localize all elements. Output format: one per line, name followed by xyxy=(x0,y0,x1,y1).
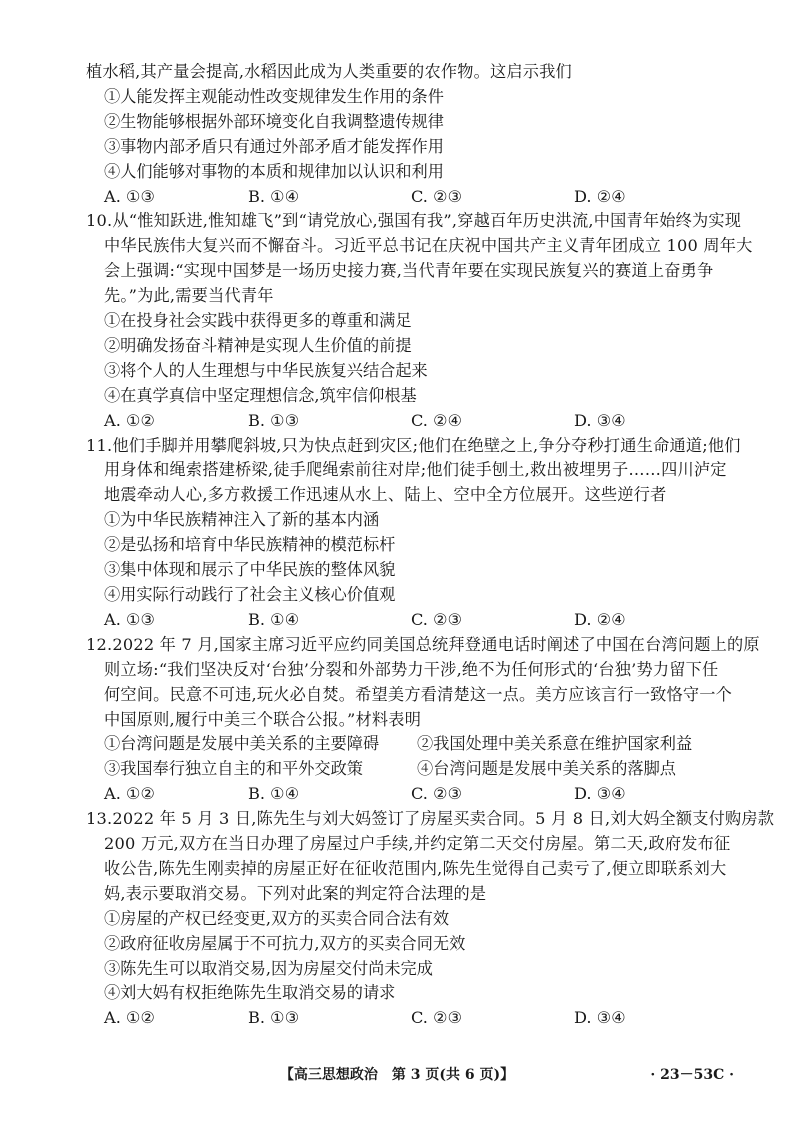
choice-a: A. ①② xyxy=(104,1008,156,1028)
question-12-option-2: ②我国处理中美关系意在维护国家利益 xyxy=(417,734,693,754)
question-13-option-4: ④刘大妈有权拒绝陈先生取消交易的请求 xyxy=(104,983,396,1003)
choice-b: B. ①④ xyxy=(248,609,300,629)
question-13-stem-line: 收公告,陈先生刚卖掉的房屋正好在征收范围内,陈先生觉得自己卖亏了,便立即联系刘大 xyxy=(104,858,727,878)
question-12-option-3: ③我国奉行独立自主的和平外交政策 xyxy=(104,759,363,779)
question-9-choices xyxy=(86,185,736,210)
question-13-stem-line: 妈,表示要取消交易。下列对此案的判定符合法理的是 xyxy=(104,883,487,903)
choice-b: B. ①③ xyxy=(248,410,300,430)
question-11-stem-line: 地震牵动人心,多方救援工作迅速从水上、陆上、空中全方位展开。这些逆行者 xyxy=(104,485,667,505)
question-11-option-1: ①为中华民族精神注入了新的基本内涵 xyxy=(104,510,380,530)
choice-c: C. ②④ xyxy=(411,410,463,430)
question-12-stem-line: 则立场:“我们坚决反对‘台独’分裂和外部势力干涉,绝不为任何形式的‘台独’势力留下任 xyxy=(104,659,719,679)
choice-c: C. ②③ xyxy=(411,186,463,206)
question-10-choices xyxy=(86,409,736,434)
question-10-option-4: ④在真学真信中坚定理想信念,筑牢信仰根基 xyxy=(104,385,417,405)
question-12-option-4: ④台湾问题是发展中美关系的落脚点 xyxy=(417,759,676,779)
footer-page-info: 【高三思想政治 第 3 页(共 6 页)】 xyxy=(279,1067,515,1083)
question-13-choices xyxy=(86,1006,736,1031)
choice-a: A. ①③ xyxy=(104,609,156,629)
question-11-choices xyxy=(86,608,736,633)
question-9-option-1: ①人能发挥主观能动性改变规律发生作用的条件 xyxy=(104,86,444,106)
choice-d: D. ②④ xyxy=(574,186,626,206)
footer-exam-code: · 23－53C · xyxy=(650,1067,734,1083)
choice-c: C. ②③ xyxy=(411,609,463,629)
choice-d: D. ③④ xyxy=(574,410,626,430)
choice-a: A. ①② xyxy=(104,784,156,804)
question-13-stem-line: 200 万元,双方在当日办理了房屋过户手续,并约定第二天交付房屋。第二天,政府发布征 xyxy=(104,834,731,853)
question-10-stem-line: 10.从“惟知跃进,惟知雄飞”到“请党放心,强国有我”,穿越百年历史洪流,中国青年始终为实现 xyxy=(86,211,742,231)
choice-c: C. ②③ xyxy=(411,1008,463,1028)
question-10-option-3: ③将个人的人生理想与中华民族复兴结合起来 xyxy=(104,360,428,380)
choice-d: D. ③④ xyxy=(574,1008,626,1028)
question-11-option-4: ④用实际行动践行了社会主义核心价值观 xyxy=(104,585,396,604)
question-11-option-2: ②是弘扬和培育中华民族精神的模范标杆 xyxy=(104,535,396,555)
question-11-stem-line: 11.他们手脚并用攀爬斜坡,只为快点赶到灾区;他们在绝壁之上,争分夺秒打通生命通道;他们 xyxy=(86,435,741,455)
question-13-option-1: ①房屋的产权已经变更,双方的买卖合同合法有效 xyxy=(104,908,450,928)
question-9 xyxy=(86,60,736,209)
choice-b: B. ①④ xyxy=(248,186,300,206)
question-12-choices xyxy=(86,782,736,807)
choice-a: A. ①② xyxy=(104,410,156,430)
question-13-stem-line: 13.2022 年 5 月 3 日,陈先生与刘大妈签订了房屋买卖合同。5 月 8 日,刘大妈全额支付购房款 xyxy=(86,809,775,829)
question-12-stem-line: 12.2022 年 7 月,国家主席习近平应约同美国总统拜登通电话时阐述了中国在台湾问题上的原 xyxy=(86,634,760,654)
question-9-option-3: ③事物内部矛盾只有通过外部矛盾才能发挥作用 xyxy=(104,136,444,156)
question-13 xyxy=(86,807,775,1031)
question-9-option-2: ②生物能够根据外部环境变化自我调整遗传规律 xyxy=(104,111,444,131)
choice-b: B. ①④ xyxy=(248,784,300,804)
choice-b: B. ①③ xyxy=(248,1008,300,1028)
question-10 xyxy=(86,209,753,433)
choice-d: D. ②④ xyxy=(574,609,626,629)
question-12-option-row xyxy=(86,757,736,782)
question-12-option-row xyxy=(86,732,736,757)
question-13-option-2: ②政府征收房屋属于不可抗力,双方的买卖合同无效 xyxy=(104,933,466,953)
question-12-option-1: ①台湾问题是发展中美关系的主要障碍 xyxy=(104,734,380,754)
question-11-stem-line: 用身体和绳索搭建桥梁,徒手爬绳索前往对岸;他们徒手刨土,救出被埋男子……四川泸定 xyxy=(104,460,727,480)
question-10-stem-line: 会上强调:“实现中国梦是一场历史接力赛,当代青年要在实现民族复兴的赛道上奋勇争 xyxy=(104,261,714,281)
page-footer xyxy=(0,1063,794,1087)
choice-d: D. ③④ xyxy=(574,784,626,804)
question-9-option-4: ④人们能够对事物的本质和规律加以认识和利用 xyxy=(104,161,444,181)
question-13-option-3: ③陈先生可以取消交易,因为房屋交付尚未完成 xyxy=(104,958,433,978)
question-12-stem-line: 中国原则,履行中美三个联合公报。”材料表明 xyxy=(104,709,422,729)
question-12-stem-line: 何空间。民意不可违,玩火必自焚。希望美方看清楚这一点。美方应该言行一致恪守一个 xyxy=(104,684,733,704)
exam-page xyxy=(86,60,775,1031)
question-11-option-3: ③集中体现和展示了中华民族的整体风貌 xyxy=(104,560,396,580)
question-10-stem-line: 先。”为此,需要当代青年 xyxy=(104,286,274,306)
choice-c: C. ②③ xyxy=(411,784,463,804)
question-12 xyxy=(86,633,760,807)
question-10-option-2: ②明确发扬奋斗精神是实现人生价值的前提 xyxy=(104,335,412,355)
question-10-stem-line: 中华民族伟大复兴而不懈奋斗。习近平总书记在庆祝中国共产主义青年团成立 100 周年大 xyxy=(104,236,753,256)
choice-a: A. ①③ xyxy=(104,186,156,206)
question-9-stem: 植水稻,其产量会提高,水稻因此成为人类重要的农作物。这启示我们 xyxy=(86,62,572,81)
question-10-option-1: ①在投身社会实践中获得更多的尊重和满足 xyxy=(104,311,412,331)
question-11 xyxy=(86,434,741,633)
